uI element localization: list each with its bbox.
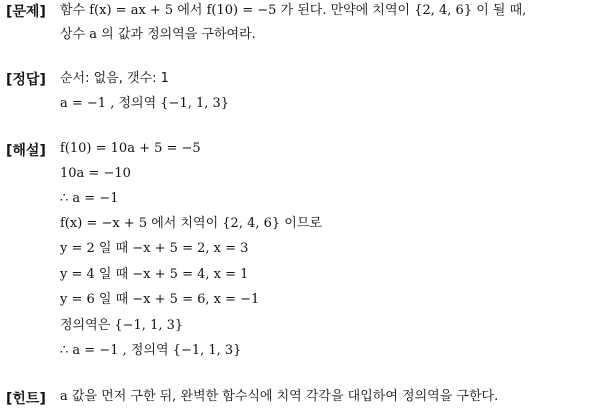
answer-label: [정답] (6, 72, 46, 88)
solution-line-9: ∴ a = −1 , 정의역 {−1, 1, 3} (60, 343, 242, 358)
answer-order-count: 순서: 없음, 갯수: 1 (60, 71, 169, 86)
hint-line: a 값을 먼저 구한 뒤, 완벽한 함수식에 치역 각각을 대입하여 정의역을 구한다. (60, 389, 499, 404)
problem-line-1: 함수 f(x) = ax + 5 에서 f(10) = −5 가 된다. 만약에 치역이 {2, 4, 6} 이 될 때, (60, 3, 527, 18)
solution-line-3: ∴ a = −1 (60, 191, 119, 206)
solution-line-7: y = 6 일 때 −x + 5 = 6, x = −1 (60, 292, 260, 307)
hint-label: [힌트] (6, 391, 46, 407)
solution-line-2: 10a = −10 (60, 166, 131, 181)
solution-line-5: y = 2 일 때 −x + 5 = 2, x = 3 (60, 241, 249, 256)
solution-line-1: f(10) = 10a + 5 = −5 (60, 141, 201, 156)
solution-label: [해설] (6, 143, 46, 159)
problem-line-2: 상수 a 의 값과 정의역을 구하여라. (60, 27, 256, 42)
answer-result: a = −1 , 정의역 {−1, 1, 3} (60, 96, 230, 111)
solution-line-8: 정의역은 {−1, 1, 3} (60, 318, 184, 333)
solution-line-4: f(x) = −x + 5 에서 치역이 {2, 4, 6} 이므로 (60, 216, 322, 231)
solution-line-6: y = 4 일 때 −x + 5 = 4, x = 1 (60, 267, 249, 282)
problem-label: [문제] (6, 4, 46, 20)
